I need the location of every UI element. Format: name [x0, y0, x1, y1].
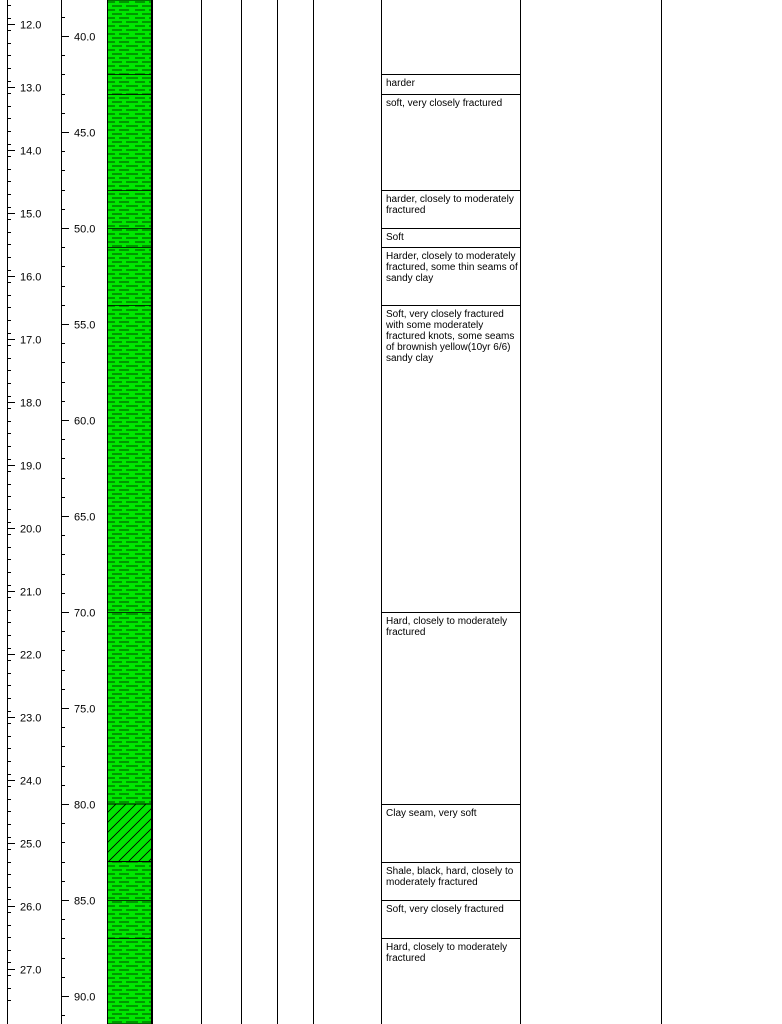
- depth-ft-tick-label: 75.0: [74, 703, 96, 716]
- description-text: Soft: [386, 232, 404, 243]
- depth-ft-tick-label: 45.0: [74, 127, 96, 140]
- depth-m-tick-label: 19.0: [20, 460, 42, 473]
- column-grid: [8, 0, 662, 1024]
- depth-ft-tick-label: 50.0: [74, 223, 96, 236]
- depth-ft-tick-label: 80.0: [74, 799, 96, 812]
- depth-ft-tick-label: 65.0: [74, 511, 96, 524]
- depth-m-tick-label: 16.0: [20, 271, 42, 284]
- description-text: Shale, black, hard, closely to moderately fractured: [386, 866, 514, 888]
- depth-m-tick-label: 21.0: [20, 586, 42, 599]
- depth-ft-tick-label: 60.0: [74, 415, 96, 428]
- lithology-interval-clay: [108, 804, 152, 862]
- depth-m-tick-label: 17.0: [20, 334, 42, 347]
- depth-m-tick-label: 24.0: [20, 775, 42, 788]
- depth-ft-tick-label: 85.0: [74, 895, 96, 908]
- depth-m-tick-label: 13.0: [20, 82, 42, 95]
- depth-m-tick-label: 18.0: [20, 397, 42, 410]
- lithology-interval-shale: [108, 862, 152, 1024]
- description-text: harder, closely to moderately fractured: [386, 194, 514, 216]
- depth-m-tick-label: 27.0: [20, 964, 42, 977]
- depth-m-tick-label: 25.0: [20, 838, 42, 851]
- description-text: harder: [386, 78, 415, 89]
- depth-m-tick-label: 20.0: [20, 523, 42, 536]
- description-text: Soft, very closely fractured: [386, 904, 504, 915]
- depth-m-tick-label: 26.0: [20, 901, 42, 914]
- depth-m-tick-label: 14.0: [20, 145, 42, 158]
- lithology-column: [107, 0, 152, 1024]
- description-text: Soft, very closely fractured with some moderately fractured knots, some seams of brownish yellow(10yr 6/6) sandy clay: [386, 309, 515, 364]
- depth-m-tick-label: 23.0: [20, 712, 42, 725]
- depth-ft-tick-label: 70.0: [74, 607, 96, 620]
- depth-m-tick-label: 15.0: [20, 208, 42, 221]
- depth-axes: [7, 6, 95, 1016]
- description-text: Harder, closely to moderately fractured, some thin seams of sandy clay: [386, 251, 518, 284]
- description-text: Clay seam, very soft: [386, 808, 477, 819]
- depth-m-tick-label: 22.0: [20, 649, 42, 662]
- description-text: soft, very closely fractured: [386, 98, 503, 109]
- depth-m-tick-label: 12.0: [20, 19, 42, 32]
- description-text: Hard, closely to moderately fractured: [386, 616, 508, 638]
- depth-ft-tick-label: 55.0: [74, 319, 96, 332]
- description-text: Hard, closely to moderately fractured: [386, 942, 508, 964]
- depth-ft-tick-label: 40.0: [74, 31, 96, 44]
- lithology-interval-shale: [108, 0, 152, 804]
- depth-ft-tick-label: 90.0: [74, 991, 96, 1004]
